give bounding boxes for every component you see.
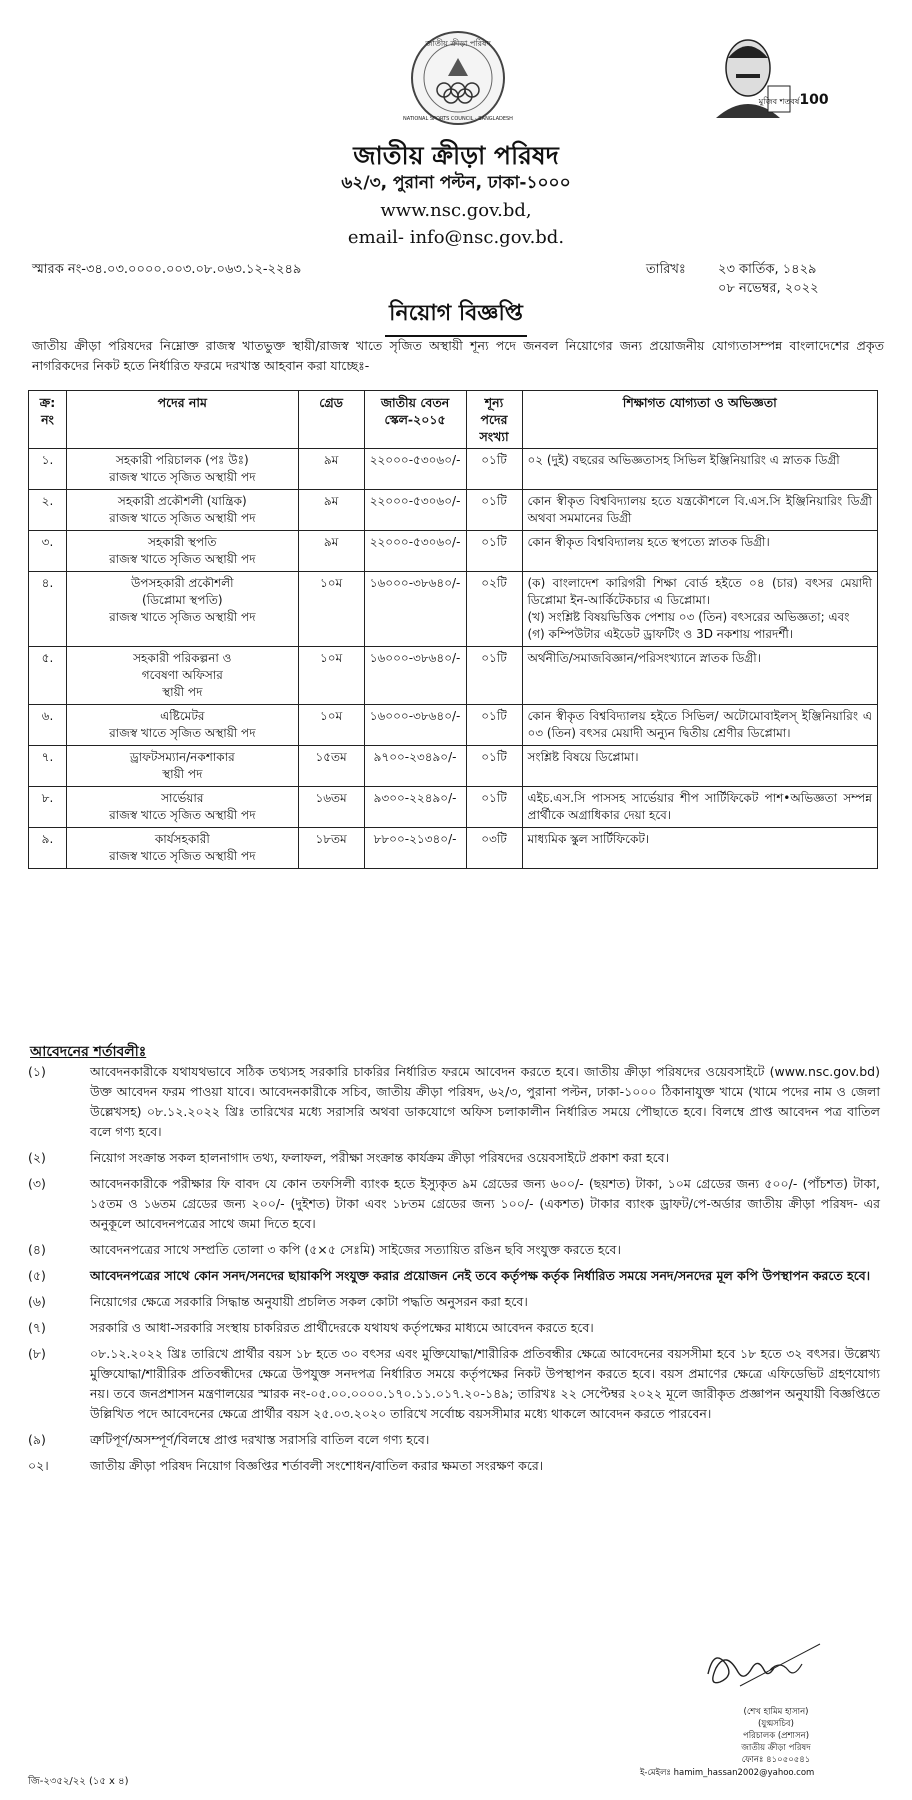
post-name-line: সহকারী পরিচালক (পঃ উঃ) bbox=[115, 453, 249, 467]
table-row bbox=[29, 572, 878, 647]
post-name-line: উপসহকারী প্রকৌশলী bbox=[131, 576, 234, 590]
cell-sl: ১. bbox=[29, 449, 67, 490]
mujib-portrait-icon bbox=[706, 28, 836, 120]
condition-text: আবেদনপত্রের সাথে সম্প্রতি তোলা ৩ কপি (৫×৫ সেঃমি) সাইজের সত্যায়িত রঙিন ছবি সংযুক্ত করতে হবে। bbox=[90, 1242, 621, 1257]
cell-pay-scale: ২২০০০-৫৩০৬০/- bbox=[364, 490, 466, 531]
cell-sl: ২. bbox=[29, 490, 67, 531]
qualification-line: এইচ.এস.সি পাসসহ সার্ভেয়ার শীপ সার্টিফিকেট পাশ•অভিজ্ঞতা সম্পন্ন প্রার্থীকে অগ্রাধিকার দেয়া হবে। bbox=[527, 791, 872, 822]
cell-vacancy: ০১টি bbox=[466, 705, 522, 746]
cell-pay-scale: ৯৭০০-২৩৪৯০/- bbox=[364, 746, 466, 787]
condition-item bbox=[28, 1266, 880, 1286]
cell-qualification bbox=[522, 828, 878, 869]
notice-title: নিয়োগ বিজ্ঞপ্তি bbox=[385, 296, 527, 337]
post-name-line: রাজস্ব খাতে সৃজিত অস্থায়ী পদ bbox=[109, 726, 256, 740]
cell-pay-scale: ১৬০০০-৩৮৬৪০/- bbox=[364, 572, 466, 647]
condition-text: আবেদনপত্রের সাথে কোন সনদ/সনদের ছায়াকপি সংযুক্ত করার প্রয়োজন নেই তবে কর্তৃপক্ষ কর্তৃক নির্ধারিত সময়ে সনদ/সনদের মূল কপি উপস্থাপন করতে হবে। bbox=[90, 1268, 871, 1283]
portrait-mark: 100 bbox=[799, 92, 829, 108]
signatory-rank: (যুগ্মসচিব) bbox=[758, 1719, 794, 1729]
cell-vacancy: ০১টি bbox=[466, 531, 522, 572]
cell-vacancy: ০২টি bbox=[466, 572, 522, 647]
condition-number: (৫) bbox=[28, 1268, 46, 1283]
signatory-phone: ফোনঃ ৪১০৫০৫৪১ bbox=[741, 1755, 811, 1765]
post-name-line: গবেষণা অফিসার bbox=[141, 668, 223, 682]
org-address: ৬২/৩, পুরানা পল্টন, ঢাকা-১০০০ bbox=[341, 173, 571, 193]
post-name-line: স্থায়ী পদ bbox=[162, 767, 203, 781]
logo-text-bottom: NATIONAL SPORTS COUNCIL · BANGLADESH bbox=[403, 116, 513, 122]
table-row bbox=[29, 449, 878, 490]
date-bangla: ২৩ কার্তিক, ১৪২৯ bbox=[718, 262, 817, 277]
cell-grade: ৯ম bbox=[298, 449, 364, 490]
notice-title-wrap bbox=[0, 296, 912, 337]
condition-text: নিয়োগ সংক্রান্ত সকল হালনাগাদ তথ্য, ফলাফল, পরীক্ষা সংক্রান্ত কার্যক্রম ক্রীড়া পরিষদের ওয়েবসাইটে প্রকাশ করা হবে। bbox=[90, 1150, 670, 1165]
cell-pay-scale: ২২০০০-৫৩০৬০/- bbox=[364, 449, 466, 490]
header-sl: ক্র: নং bbox=[29, 391, 67, 449]
cell-qualification bbox=[522, 449, 878, 490]
post-name-line: সহকারী পরিকল্পনা ও bbox=[133, 651, 232, 665]
post-name-line: রাজস্ব খাতে সৃজিত অস্থায়ী পদ bbox=[109, 849, 256, 863]
cell-grade: ৯ম bbox=[298, 490, 364, 531]
cell-pay-scale: ১৬০০০-৩৮৬৪০/- bbox=[364, 647, 466, 705]
condition-item bbox=[28, 1240, 880, 1260]
cell-sl: ৮. bbox=[29, 787, 67, 828]
cell-qualification bbox=[522, 647, 878, 705]
conditions-list bbox=[28, 1062, 880, 1482]
logo-text-top: জাতীয় ক্রীড়া পরিষদ bbox=[425, 39, 491, 48]
table-row bbox=[29, 647, 878, 705]
condition-item bbox=[28, 1062, 880, 1142]
cell-grade: ১৫তম bbox=[298, 746, 364, 787]
cell-qualification bbox=[522, 746, 878, 787]
post-name-line: এষ্টিমেটর bbox=[160, 709, 205, 723]
post-name-line: স্থায়ী পদ bbox=[162, 685, 203, 699]
table-row bbox=[29, 490, 878, 531]
table-header-row bbox=[29, 391, 878, 449]
cell-grade: ১০ম bbox=[298, 647, 364, 705]
qualification-line: সংশ্লিষ্ট বিষয়ে ডিপ্লোমা। bbox=[527, 750, 639, 764]
qualification-line: কোন স্বীকৃত বিশ্ববিদ্যালয় হতে স্থপত্যে স্নাতক ডিগ্রী। bbox=[527, 535, 770, 549]
condition-number: (৭) bbox=[28, 1320, 46, 1335]
cell-post-name bbox=[66, 572, 298, 647]
post-name-line: রাজস্ব খাতে সৃজিত অস্থায়ী পদ bbox=[109, 470, 256, 484]
cell-pay-scale: ৮৮০০-২১৩৪০/- bbox=[364, 828, 466, 869]
cell-vacancy: ০১টি bbox=[466, 746, 522, 787]
qualification-line: (গ) কম্পিউটার এইডেট ড্রাফটিং ও 3D নকশায় পারদর্শী। bbox=[527, 627, 794, 641]
cell-post-name bbox=[66, 490, 298, 531]
condition-text: আবেদনকারীকে যথাযথভাবে সঠিক তথ্যসহ সরকারি চাকরির নির্ধারিত ফরমে আবেদন করতে হবে। জাতীয় ক্রীড়া পরিষদের ওয়েবসাইটে (www.nsc.gov.bd) উক্ত আবেদন ফরম পাওয়া যাবে। আবেদনকারীকে সচিব, জাতীয় ক্রীড়া পরিষদ, ৬২/৩, পুরানা পল্টন, ঢাকা-১০০০ ঠিকানাযুক্ত খামে (খামে পদের নাম ও জেলা উল্লেখসহ) ০৮.১২.২০২২ খ্রিঃ তারিখের মধ্যে সরাসরি অথবা ডাকযোগে অফিস চলাকালীন নির্ধারিত সময়ে পৌছাতে হবে। বিলম্বে প্রাপ্ত আবেদন পত্র বাতিল বলে গণ্য হবে। bbox=[90, 1064, 880, 1139]
header-post-name: পদের নাম bbox=[66, 391, 298, 449]
condition-number: ০২। bbox=[28, 1458, 49, 1473]
cell-sl: ৩. bbox=[29, 531, 67, 572]
post-name-line: সহকারী প্রকৌশলী (যান্ত্রিক) bbox=[117, 494, 247, 508]
condition-number: (১) bbox=[28, 1064, 46, 1079]
header-pay-scale: জাতীয় বেতন স্কেল-২০১৫ bbox=[364, 391, 466, 449]
condition-text: ০৮.১২.২০২২ খ্রিঃ তারিখে প্রার্থীর বয়স ১৮ হতে ৩০ বৎসর এবং মুক্তিযোদ্ধা/শারীরিক প্রতিবন্ধীর ক্ষেত্রে আবেদনের বয়সসীমা হবে ১৮ হতে ৩২ বৎসর। উল্লেখ্য মুক্তিযোদ্ধা/শারীরিক প্রতিবন্ধীদের ক্ষেত্রে উপযুক্ত সনদপত্র নির্ধারিত সময়ে কর্তৃপক্ষের নিকট উপস্থাপন করতে হবে। বয়স প্রমাণের ক্ষেত্রে এফিডেভিট গ্রহণযোগ্য নয়। তবে জনপ্রশাসন মন্ত্রণালয়ের স্মারক নং-০৫.০০.০০০০.১৭০.১১.০১৭.২০-১৪৯; তারিখঃ ২২ সেপ্টেম্বর ২০২২ মূলে জারীকৃত প্রজ্ঞাপন অনুযায়ী বিজ্ঞপ্তিতে উল্লিখিত পদে আবেদনের ক্ষেত্রে প্রার্থীর বয়স ২৫.০৩.২০২০ তারিখে সর্বোচ্চ বয়সসীমার মধ্যে থাকলে আবেদন করতে পারবেন। bbox=[90, 1346, 880, 1421]
condition-item bbox=[28, 1344, 880, 1424]
date-label: তারিখঃ bbox=[646, 262, 686, 277]
cell-grade: ১০ম bbox=[298, 705, 364, 746]
cell-qualification bbox=[522, 490, 878, 531]
cell-pay-scale: ১৬০০০-৩৮৬৪০/- bbox=[364, 705, 466, 746]
qualification-line: কোন স্বীকৃত বিশ্ববিদ্যালয় হইতে সিভিল/ অটোমোবাইলস্ ইঞ্জিনিয়ারিং এ ০৩ (তিন) বৎসর মেয়াদী অন্যুন দ্বিতীয় শ্রেণীর ডিপ্লোমা। bbox=[527, 709, 872, 740]
nsc-logo-icon bbox=[388, 28, 528, 128]
condition-text: ত্রুটিপূর্ণ/অসম্পূর্ণ/বিলম্বে প্রাপ্ত দরখাস্ত সরাসরি বাতিল বলে গণ্য হবে। bbox=[90, 1432, 430, 1447]
cell-vacancy: ০৩টি bbox=[466, 828, 522, 869]
cell-sl: ৫. bbox=[29, 647, 67, 705]
post-name-line: সহকারী স্থপতি bbox=[148, 535, 217, 549]
post-name-line: রাজস্ব খাতে সৃজিত অস্থায়ী পদ bbox=[109, 808, 256, 822]
table-body bbox=[29, 449, 878, 869]
qualification-line: ০২ (দুই) বছরের অভিজ্ঞতাসহ সিভিল ইঞ্জিনিয়ারিং এ স্নাতক ডিগ্রী bbox=[527, 453, 840, 467]
signature-icon bbox=[700, 1630, 830, 1700]
condition-item bbox=[28, 1292, 880, 1312]
cell-qualification bbox=[522, 787, 878, 828]
condition-text: নিয়োগের ক্ষেত্রে সরকারি সিদ্ধান্ত অনুযায়ী প্রচলিত সকল কোটা পদ্ধতি অনুসরন করা হবে। bbox=[90, 1294, 528, 1309]
qualification-line: (খ) সংশ্লিষ্ট বিষয়ভিত্তিক পেশায় ০৩ (তিন) বৎসরের অভিজ্ঞতা; এবং bbox=[527, 610, 850, 624]
cell-post-name bbox=[66, 705, 298, 746]
cell-post-name bbox=[66, 449, 298, 490]
condition-number: (৪) bbox=[28, 1242, 46, 1257]
condition-item bbox=[28, 1430, 880, 1450]
footer-code: জি-২৩৫২/২২ (১৫ x ৪) bbox=[28, 1776, 129, 1787]
cell-vacancy: ০১টি bbox=[466, 787, 522, 828]
cell-sl: ৬. bbox=[29, 705, 67, 746]
post-name-line: রাজস্ব খাতে সৃজিত অস্থায়ী পদ bbox=[109, 511, 256, 525]
date-english: ০৮ নভেম্বর, ২০২২ bbox=[718, 281, 819, 296]
cell-qualification bbox=[522, 572, 878, 647]
cell-post-name bbox=[66, 746, 298, 787]
condition-number: (৩) bbox=[28, 1176, 46, 1191]
qualification-line: অর্থনীতি/সমাজবিজ্ঞান/পরিসংখ্যানে স্নাতক ডিগ্রী। bbox=[527, 651, 762, 665]
portrait-caption: মুজিব শতবর্ষ bbox=[758, 97, 800, 106]
cell-grade: ১৮তম bbox=[298, 828, 364, 869]
table-row bbox=[29, 828, 878, 869]
org-email[interactable]: email- info@nsc.gov.bd. bbox=[347, 227, 565, 248]
post-name-line: (ডিপ্লোমা স্থপতি) bbox=[141, 593, 223, 607]
memo-number: স্মারক নং-৩৪.০৩.০০০০.০০৩.০৮.০৬৩.১২-২২৪৯ bbox=[32, 262, 302, 277]
cell-sl: ৭. bbox=[29, 746, 67, 787]
qualification-line: (ক) বাংলাদেশ কারিগরী শিক্ষা বোর্ড হইতে ০৪ (চার) বৎসর মেয়াদী ডিপ্লোমা ইন-আর্কিটেকচার এ ডিপ্লোমা। bbox=[527, 576, 872, 607]
table-row bbox=[29, 705, 878, 746]
cell-pay-scale: ৯৩০০-২২৪৯০/- bbox=[364, 787, 466, 828]
cell-post-name bbox=[66, 787, 298, 828]
posts-table bbox=[28, 390, 878, 869]
cell-post-name bbox=[66, 647, 298, 705]
cell-vacancy: ০১টি bbox=[466, 449, 522, 490]
table-row bbox=[29, 531, 878, 572]
cell-qualification bbox=[522, 531, 878, 572]
signatory-name: (শেখ হামিম হাসান) bbox=[743, 1707, 809, 1717]
cell-post-name bbox=[66, 531, 298, 572]
cell-grade: ১৬তম bbox=[298, 787, 364, 828]
cell-grade: ৯ম bbox=[298, 531, 364, 572]
signature-block bbox=[676, 1706, 876, 1766]
cell-post-name bbox=[66, 828, 298, 869]
condition-item bbox=[28, 1148, 880, 1168]
condition-item bbox=[28, 1318, 880, 1338]
condition-number: (৬) bbox=[28, 1294, 46, 1309]
cell-sl: ৯. bbox=[29, 828, 67, 869]
header-qualification: শিক্ষাগত যোগ্যতা ও অভিজ্ঞতা bbox=[522, 391, 878, 449]
cell-vacancy: ০১টি bbox=[466, 490, 522, 531]
cell-pay-scale: ২২০০০-৫৩০৬০/- bbox=[364, 531, 466, 572]
org-name: জাতীয় ক্রীড়া পরিষদ bbox=[353, 141, 559, 170]
cell-sl: ৪. bbox=[29, 572, 67, 647]
table-row bbox=[29, 787, 878, 828]
table-row bbox=[29, 746, 878, 787]
cell-qualification bbox=[522, 705, 878, 746]
post-name-line: রাজস্ব খাতে সৃজিত অস্থায়ী পদ bbox=[109, 552, 256, 566]
header-grade: গ্রেড bbox=[298, 391, 364, 449]
qualification-line: মাধ্যমিক স্কুল সার্টিফিকেট। bbox=[527, 832, 650, 846]
condition-text: সরকারি ও আধা-সরকারি সংস্থায় চাকরিরত প্রার্থীদেরকে যথাযথ কর্তৃপক্ষের মাধ্যমে আবেদন করতে হবে। bbox=[90, 1320, 594, 1335]
cell-grade: ১০ম bbox=[298, 572, 364, 647]
condition-number: (৮) bbox=[28, 1346, 46, 1361]
condition-item bbox=[28, 1174, 880, 1234]
header-vacancy: শূন্য পদের সংখ্যা bbox=[466, 391, 522, 449]
intro-paragraph: জাতীয় ক্রীড়া পরিষদের নিম্নোক্ত রাজস্ব খাতভুক্ত স্থায়ী/রাজস্ব খাতে সৃজিত অস্থায়ী শূন্য পদে জনবল নিয়োগের জন্য প্রয়োজনীয় যোগ্যতাসম্পন্ন বাংলাদেশের প্রকৃত নাগরিকদের নিকট হতে নির্ধারিত ফরমে দরখাস্ত আহবান করা যাচ্ছেঃ- bbox=[32, 338, 884, 373]
signatory-email[interactable]: ই-মেইলঃ hamim_hassan2002@yahoo.com bbox=[640, 1768, 815, 1778]
signatory-designation: পরিচালক (প্রশাসন) bbox=[742, 1731, 810, 1741]
condition-item bbox=[28, 1456, 880, 1476]
signatory-office: জাতীয় ক্রীড়া পরিষদ bbox=[741, 1743, 811, 1753]
post-name-line: রাজস্ব খাতে সৃজিত অস্থায়ী পদ bbox=[109, 610, 256, 624]
post-name-line: সার্ভেয়ার bbox=[161, 791, 204, 805]
qualification-line: কোন স্বীকৃত বিশ্ববিদ্যালয় হতে যন্ত্রকৌশলে বি.এস.সি ইঞ্জিনিয়ারিং ডিগ্রী অথবা সমমানের ডিগ্রী bbox=[527, 494, 872, 525]
conditions-heading: আবেদনের শর্তাবলীঃ bbox=[30, 1044, 147, 1060]
post-name-line: ড্রাফটসম্যান/নকশাকার bbox=[129, 750, 235, 764]
condition-text: জাতীয় ক্রীড়া পরিষদ নিয়োগ বিজ্ঞপ্তির শর্তাবলী সংশোধন/বাতিল করার ক্ষমতা সংরক্ষণ করে। bbox=[90, 1458, 544, 1473]
condition-text: আবেদনকারীকে পরীক্ষার ফি বাবদ যে কোন তফসিলী ব্যাংক হতে ইস্যুকৃত ৯ম গ্রেডের জন্য ৬০০/- (ছয়শত) টাকা, ১০ম গ্রেডের জন্য ৫০০/- (পাঁচশত) টাকা, ১৫তম ও ১৬তম গ্রেডের জন্য ২০০/- (দুইশত) টাকা এবং ১৮তম গ্রেডের জন্য ১০০/- (একশত) টাকার ব্যাংক ড্রাফট/পে-অর্ডার জাতীয় ক্রীড়া পরিষদ- এর অনুকূলে আবেদনপত্রের সাথে জমা দিতে হবে। bbox=[90, 1176, 880, 1231]
post-name-line: কার্যসহকারী bbox=[154, 832, 210, 846]
condition-number: (৯) bbox=[28, 1432, 46, 1447]
condition-number: (২) bbox=[28, 1150, 46, 1165]
org-website[interactable]: www.nsc.gov.bd, bbox=[380, 200, 532, 221]
cell-vacancy: ০১টি bbox=[466, 647, 522, 705]
